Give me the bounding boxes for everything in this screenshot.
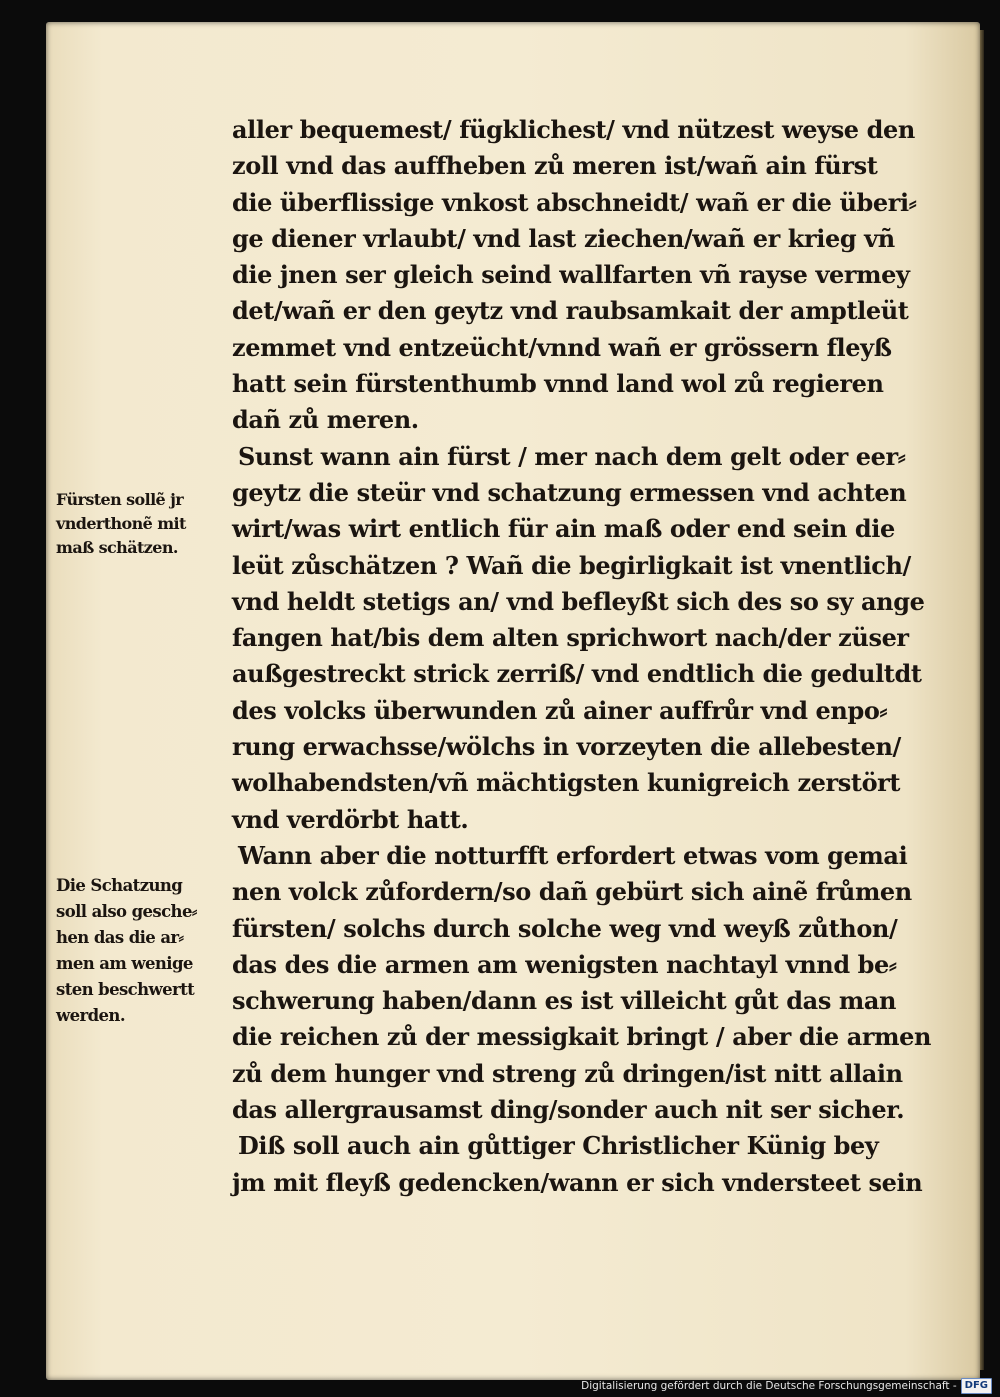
dfg-logo: DFG	[961, 1378, 992, 1394]
text-line: außgestreckt strick zerriß/ vnd endtlich die gedultdt	[232, 659, 922, 689]
text-line: fürsten/ solchs durch solche weg vnd weyß zůthon/	[232, 913, 898, 943]
text-line: Sunst wann ain fürst / mer nach dem gelt oder eer⸗	[238, 441, 906, 471]
text-line: die reichen zů der messigkait bringt / aber die armen	[232, 1022, 932, 1052]
text-line: zoll vnd das auffheben zů meren ist/wañ ain fürst	[232, 151, 878, 181]
margin-note-line: werden.	[56, 1006, 125, 1025]
margin-note-line: hen das die ar⸗	[56, 928, 184, 947]
margin-note-2	[56, 873, 197, 1029]
text-line: Diß soll auch ain gůttiger Christlicher Künig bey	[238, 1131, 879, 1161]
margin-note-line: maß schätzen.	[56, 538, 178, 557]
footer-credit	[581, 1377, 992, 1395]
margin-note-line: soll also gesche⸗	[56, 902, 197, 921]
text-line: wolhabendsten/vñ mächtigsten kunigreich zerstört	[232, 768, 901, 798]
margin-note-line: Fürsten sollẽ jr	[56, 490, 184, 509]
text-line: ge diener vrlaubt/ vnd last ziechen/wañ er krieg vñ	[232, 223, 895, 253]
text-line: zemmet vnd entzeücht/vnnd wañ er grössern fleyß	[232, 332, 892, 362]
footer-text: Digitalisierung gefördert durch die Deutsche Forschungsgemeinschaft -	[581, 1380, 957, 1392]
text-line: jm mit fleyß gedencken/wann er sich vndersteet sein	[232, 1167, 923, 1197]
margin-note-line: men am wenige	[56, 954, 193, 973]
text-line: fangen hat/bis dem alten sprichwort nach/der züser	[232, 623, 909, 653]
text-line: schwerung haben/dann es ist villeicht gůt das man	[232, 986, 897, 1016]
text-line: rung erwachsse/wölchs in vorzeyten die allebesten/	[232, 732, 901, 762]
text-line: hatt sein fürstenthumb vnnd land wol zů regieren	[232, 369, 884, 399]
text-line: leüt zůschätzen ? Wañ die begirligkait ist vnentlich/	[232, 550, 911, 580]
text-line: geytz die steür vnd schatzung ermessen vnd achten	[232, 477, 907, 507]
text-line: das allergrausamst ding/sonder auch nit ser sicher.	[232, 1095, 905, 1125]
margin-note-line: sten beschwertt	[56, 980, 195, 999]
text-line: das des die armen am wenigsten nachtayl vnnd be⸗	[232, 949, 897, 979]
text-line: det/wañ er den geytz vnd raubsamkait der amptleüt	[232, 296, 909, 326]
text-line: nen volck zůfordern/so dañ gebürt sich ainẽ frůmen	[232, 877, 912, 907]
text-line: die überflissige vnkost abschneidt/ wañ er die überi⸗	[232, 187, 917, 217]
text-line: die jnen ser gleich seind wallfarten vñ rayse vermey	[232, 260, 910, 290]
text-line: aller bequemest/ fügklichest/ vnd nützest weyse den	[232, 115, 915, 144]
text-line: vnd heldt stetigs an/ vnd befleyßt sich des so sy ange	[232, 586, 925, 616]
text-line: zů dem hunger vnd streng zů dringen/ist nitt allain	[232, 1058, 903, 1088]
margin-note-line: vnderthonẽ mit	[56, 514, 186, 533]
margin-note-1	[56, 488, 186, 560]
text-line: des volcks überwunden zů ainer auffrůr vnd enpo⸗	[232, 695, 888, 725]
text-line: dañ zů meren.	[232, 405, 419, 435]
text-line: wirt/was wirt entlich für ain maß oder end sein die	[232, 514, 895, 544]
text-line: vnd verdörbt hatt.	[232, 804, 469, 834]
main-text-block	[232, 112, 932, 1201]
margin-note-line: Die Schatzung	[56, 876, 183, 895]
text-line: Wann aber die notturfft erfordert etwas vom gemai	[238, 840, 908, 870]
